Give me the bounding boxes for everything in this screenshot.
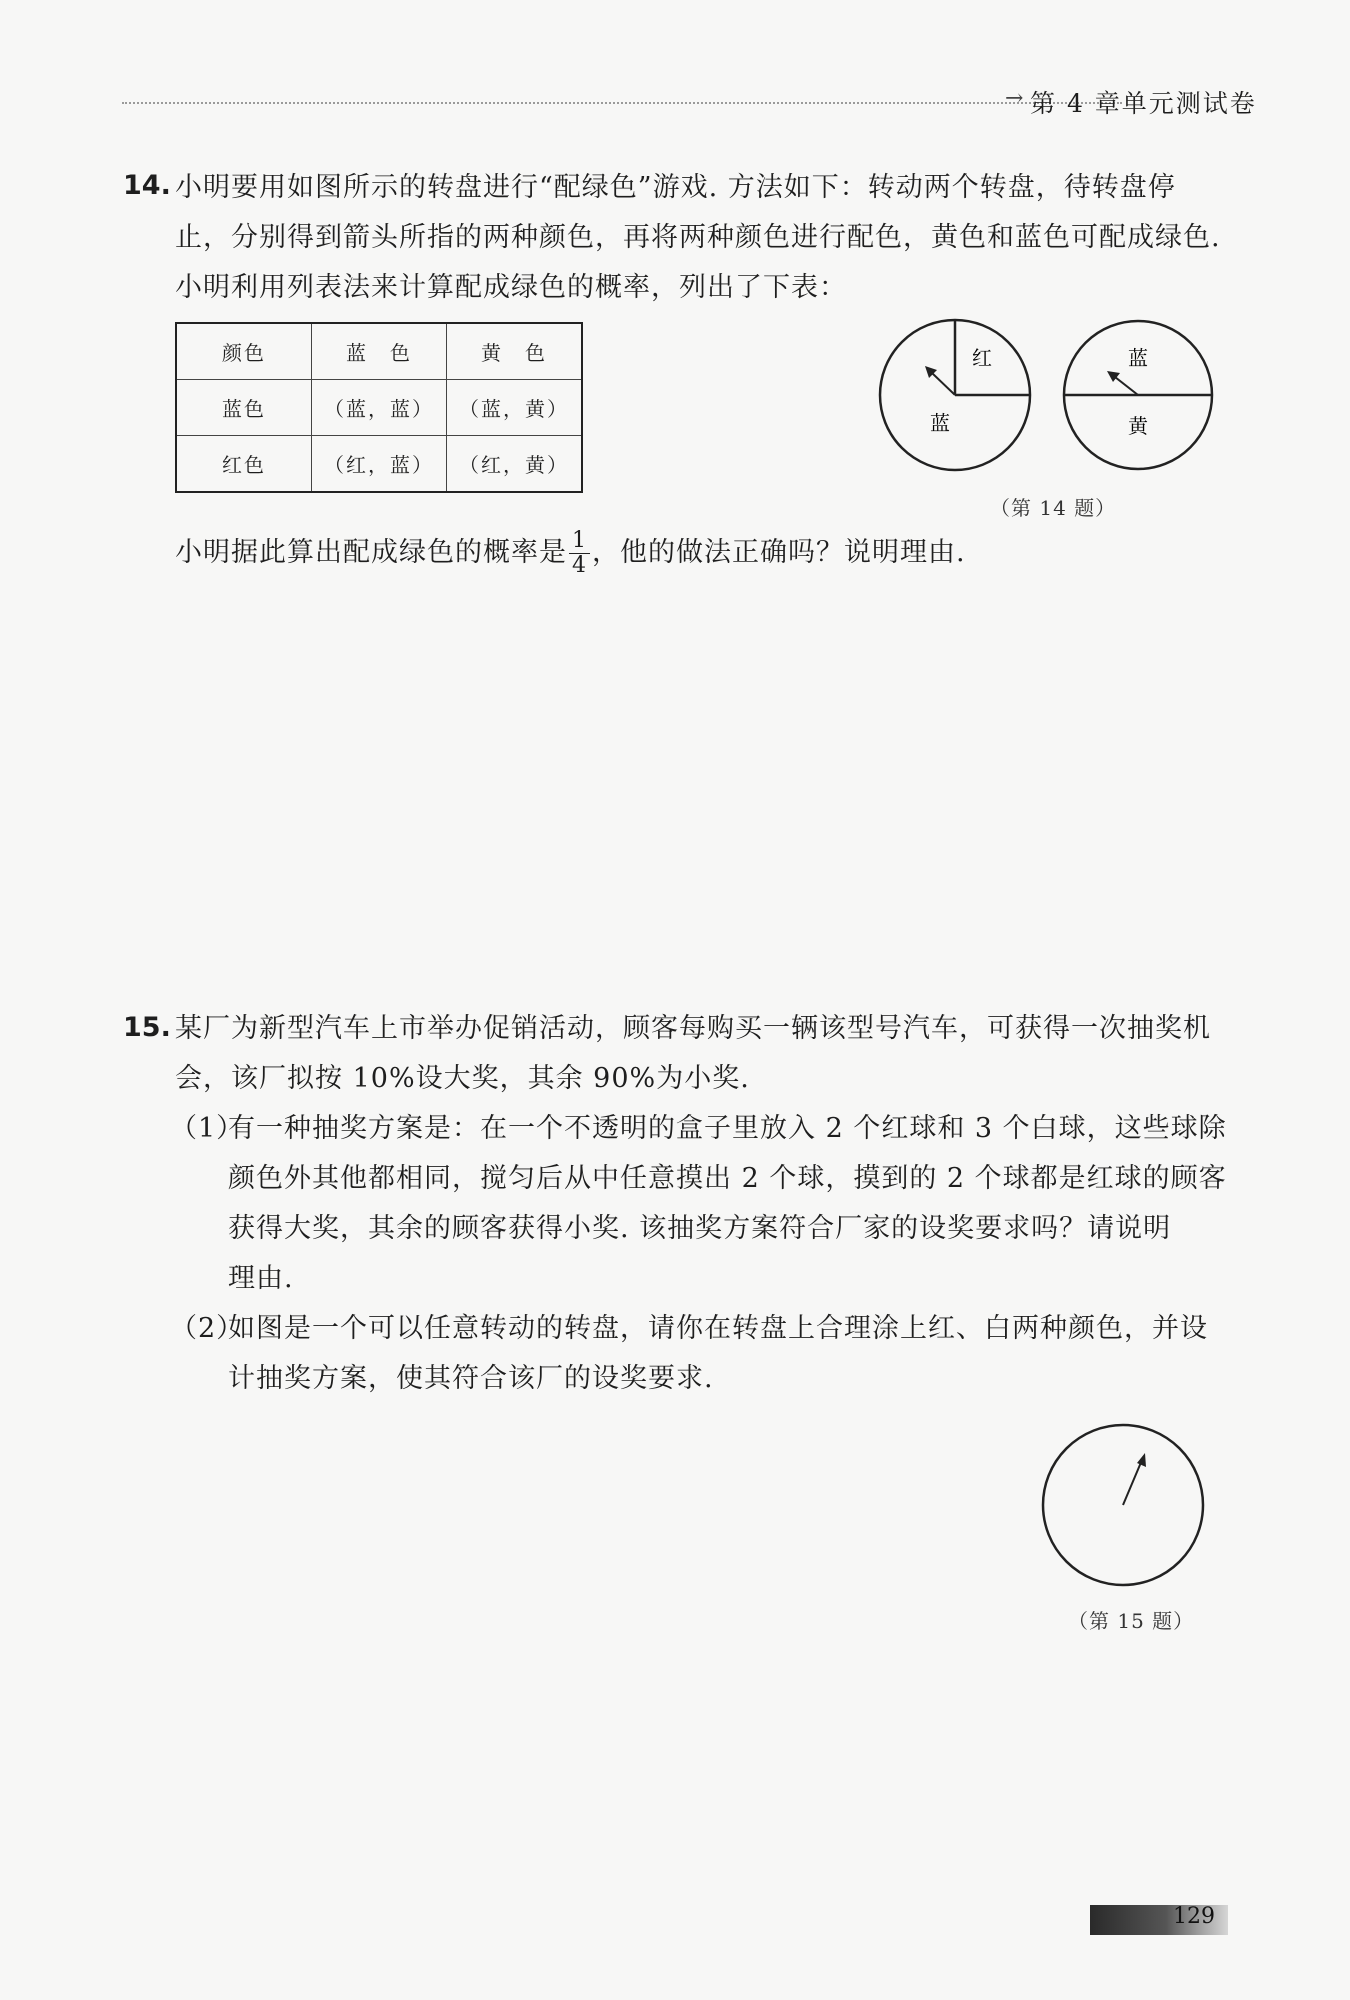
part-1-label: （1） <box>170 1113 245 1144</box>
table-row <box>176 380 582 436</box>
spinner-2-pointer <box>1115 377 1138 395</box>
table-row <box>176 436 582 493</box>
spinner-1-pointer <box>932 373 955 395</box>
question-15-line-1: 某厂为新型汽车上市举办促销活动，顾客每购买一辆该型号汽车，可获得一次抽奖机 <box>175 1013 1211 1044</box>
part-2-line-1: 如图是一个可以任意转动的转盘，请你在转盘上合理涂上红、白两种颜色，并设 <box>228 1313 1208 1344</box>
part-1-line-4: 理由. <box>228 1263 294 1294</box>
part-1-line-3: 获得大奖，其余的顾客获得小奖. 该抽奖方案符合厂家的设奖要求吗？请说明 <box>228 1213 1172 1244</box>
part-2-label: （2） <box>170 1313 245 1344</box>
question-15-caption: （第 15 题） <box>1068 1609 1195 1633</box>
conclusion-text-before: 小明据此算出配成绿色的概率是 <box>175 537 567 568</box>
fraction-one-quarter <box>569 529 590 578</box>
fraction-denominator: 4 <box>572 553 587 578</box>
part-2-line-2: 计抽奖方案，使其符合该厂的设奖要求. <box>228 1363 714 1394</box>
part-1-line-2: 颜色外其他都相同，搅匀后从中任意摸出 2 个球，摸到的 2 个球都是红球的顾客 <box>228 1163 1227 1194</box>
question-15-line-2: 会，该厂拟按 10%设大奖，其余 90%为小奖. <box>175 1063 750 1094</box>
question-14-conclusion <box>175 528 966 578</box>
table-cell: 蓝色 <box>176 380 312 436</box>
question-14-number: 14. <box>123 170 171 201</box>
spinner-2 <box>1064 321 1212 469</box>
table-cell: （蓝，黄） <box>447 380 583 436</box>
table-header-cell: 蓝 色 <box>312 323 447 380</box>
spinner-pointer <box>1123 1460 1142 1505</box>
spinner-2-label-blue: 蓝 <box>1128 346 1148 370</box>
question-14-line-2: 止，分别得到箭头所指的两种颜色，再将两种颜色进行配色，黄色和蓝色可配成绿色. <box>175 222 1221 253</box>
chapter-title: 第 4 章单元测试卷 <box>1030 89 1257 118</box>
pointer-arrow-icon <box>1137 1453 1146 1467</box>
question-14-line-3: 小明利用列表法来计算配成绿色的概率，列出了下表： <box>175 272 847 303</box>
spinner-1-label-red: 红 <box>972 346 992 370</box>
table-cell: 红色 <box>176 436 312 493</box>
color-combination-table <box>175 322 583 493</box>
question-14-caption: （第 14 题） <box>990 496 1117 520</box>
table-header-cell: 黄 色 <box>447 323 583 380</box>
page-number: 129 <box>1173 1904 1215 1929</box>
table-header-cell: 颜色 <box>176 323 312 380</box>
table-cell: （红，黄） <box>447 436 583 493</box>
table-cell: （蓝，蓝） <box>312 380 447 436</box>
question-14-spinners <box>870 315 1220 490</box>
header-arrow-icon: → <box>1005 86 1024 111</box>
header-rule <box>122 102 1122 104</box>
question-15-number: 15. <box>123 1012 171 1043</box>
part-1-line-1: 有一种抽奖方案是：在一个不透明的盒子里放入 2 个红球和 3 个白球，这些球除 <box>228 1113 1227 1144</box>
table-cell: （红，蓝） <box>312 436 447 493</box>
spinner-2-label-yellow: 黄 <box>1128 414 1148 438</box>
question-15-spinner <box>1038 1420 1208 1590</box>
question-14-line-1: 小明要用如图所示的转盘进行“配绿色”游戏. 方法如下：转动两个转盘，待转盘停 <box>175 172 1176 203</box>
spinner-1 <box>880 320 1030 470</box>
spinner-1-label-blue: 蓝 <box>930 411 950 435</box>
conclusion-text-after: ，他的做法正确吗？说明理由. <box>592 537 966 568</box>
fraction-numerator: 1 <box>569 529 590 554</box>
table-header-row <box>176 323 582 380</box>
